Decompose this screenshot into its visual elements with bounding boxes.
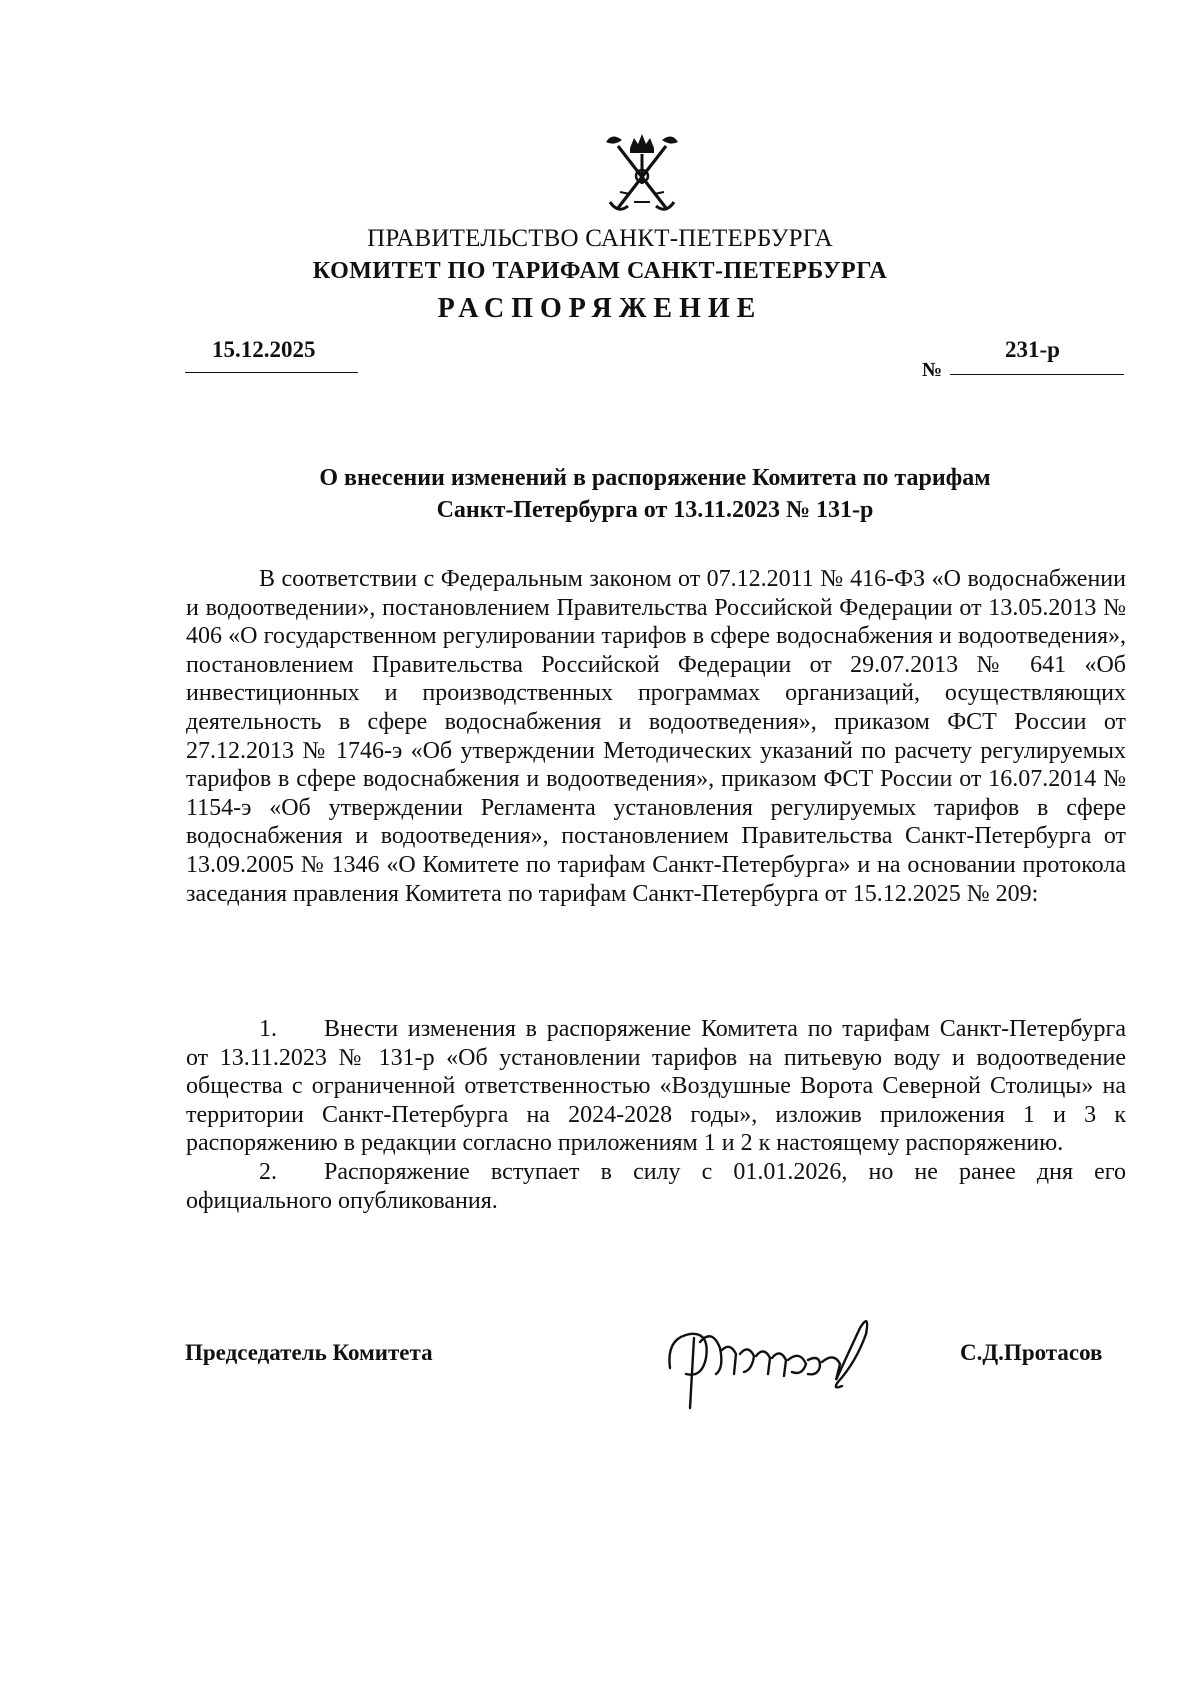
document-type-title: РАСПОРЯЖЕНИЕ (437, 293, 763, 324)
date-underline (185, 372, 358, 373)
item-text: Внести изменения в распоряжение Комитета по тарифам Санкт-Петербурга от 13.11.2023 № 131-р «Об установлении тарифов на питьевую воду и водоотведение общества с ограниченной ответственностью «Воздушные Ворота Северной Столицы» на территории Санкт-Петербурга на 2024-2028 годы», изложив приложения 1 и 3 к распоряжению в редакции согласно приложениям 1 и 2 к настоящему распоряжению. (186, 1016, 1126, 1157)
resolution-item (186, 1015, 1126, 1158)
handwritten-signature-icon (660, 1298, 890, 1418)
preamble-paragraph: В соответствии с Федеральным законом от 07.12.2011 № 416-ФЗ «О водоснабжении и водоотведении», постановлением Правительства Российской Федерации от 13.05.2013 № 406 «О государственном регулировании тарифов в сфере водоснабжения и водоотведения», постановлением Правительства Российской Федерации от 29.07.2013 № 641 «Об инвестиционных и производственных программах организаций, осуществляющих деятельность в сфере водоснабжения и водоотведения», приказом ФСТ России от 27.12.2013 № 1746-э «Об утверждении Методических указаний по расчету регулируемых тарифов в сфере водоснабжения и водоотведения», приказом ФСТ России от 16.07.2014 № 1154-э «Об утверждении Регламента установления регулируемых тарифов в сфере водоснабжения и водоотведения», постановлением Правительства Санкт-Петербурга от 13.09.2005 № 1346 «О Комитете по тарифам Санкт-Петербурга» и на основании протокола заседания правления Комитета по тарифам Санкт-Петербурга от 15.12.2025 № 209: (186, 566, 1126, 907)
resolution-item (186, 1158, 1126, 1215)
subject-line-1: О внесении изменений в распоряжение Комитета по тарифам (319, 465, 991, 491)
subject-line-2: Санкт-Петербурга от 13.11.2023 № 131-р (436, 497, 874, 523)
document-date: 15.12.2025 (212, 337, 316, 362)
document-number: 231-р (1005, 337, 1060, 362)
number-underline (950, 374, 1124, 375)
committee-title: КОМИТЕТ ПО ТАРИФАМ САНКТ-ПЕТЕРБУРГА (312, 258, 888, 284)
item-number: 2. (259, 1158, 277, 1185)
number-label: № (922, 359, 943, 381)
signatory-name: С.Д.Протасов (960, 1340, 1103, 1365)
document-subject (185, 462, 1125, 526)
resolution-items (186, 1015, 1126, 1215)
item-text: Распоряжение вступает в силу с 01.01.2026, но не ранее дня его официального опубликования. (186, 1158, 1126, 1214)
government-title: ПРАВИТЕЛЬСТВО САНКТ-ПЕТЕРБУРГА (367, 225, 833, 252)
signatory-position: Председатель Комитета (185, 1340, 433, 1365)
spb-coat-of-arms-icon (600, 132, 684, 214)
item-number: 1. (259, 1016, 277, 1042)
